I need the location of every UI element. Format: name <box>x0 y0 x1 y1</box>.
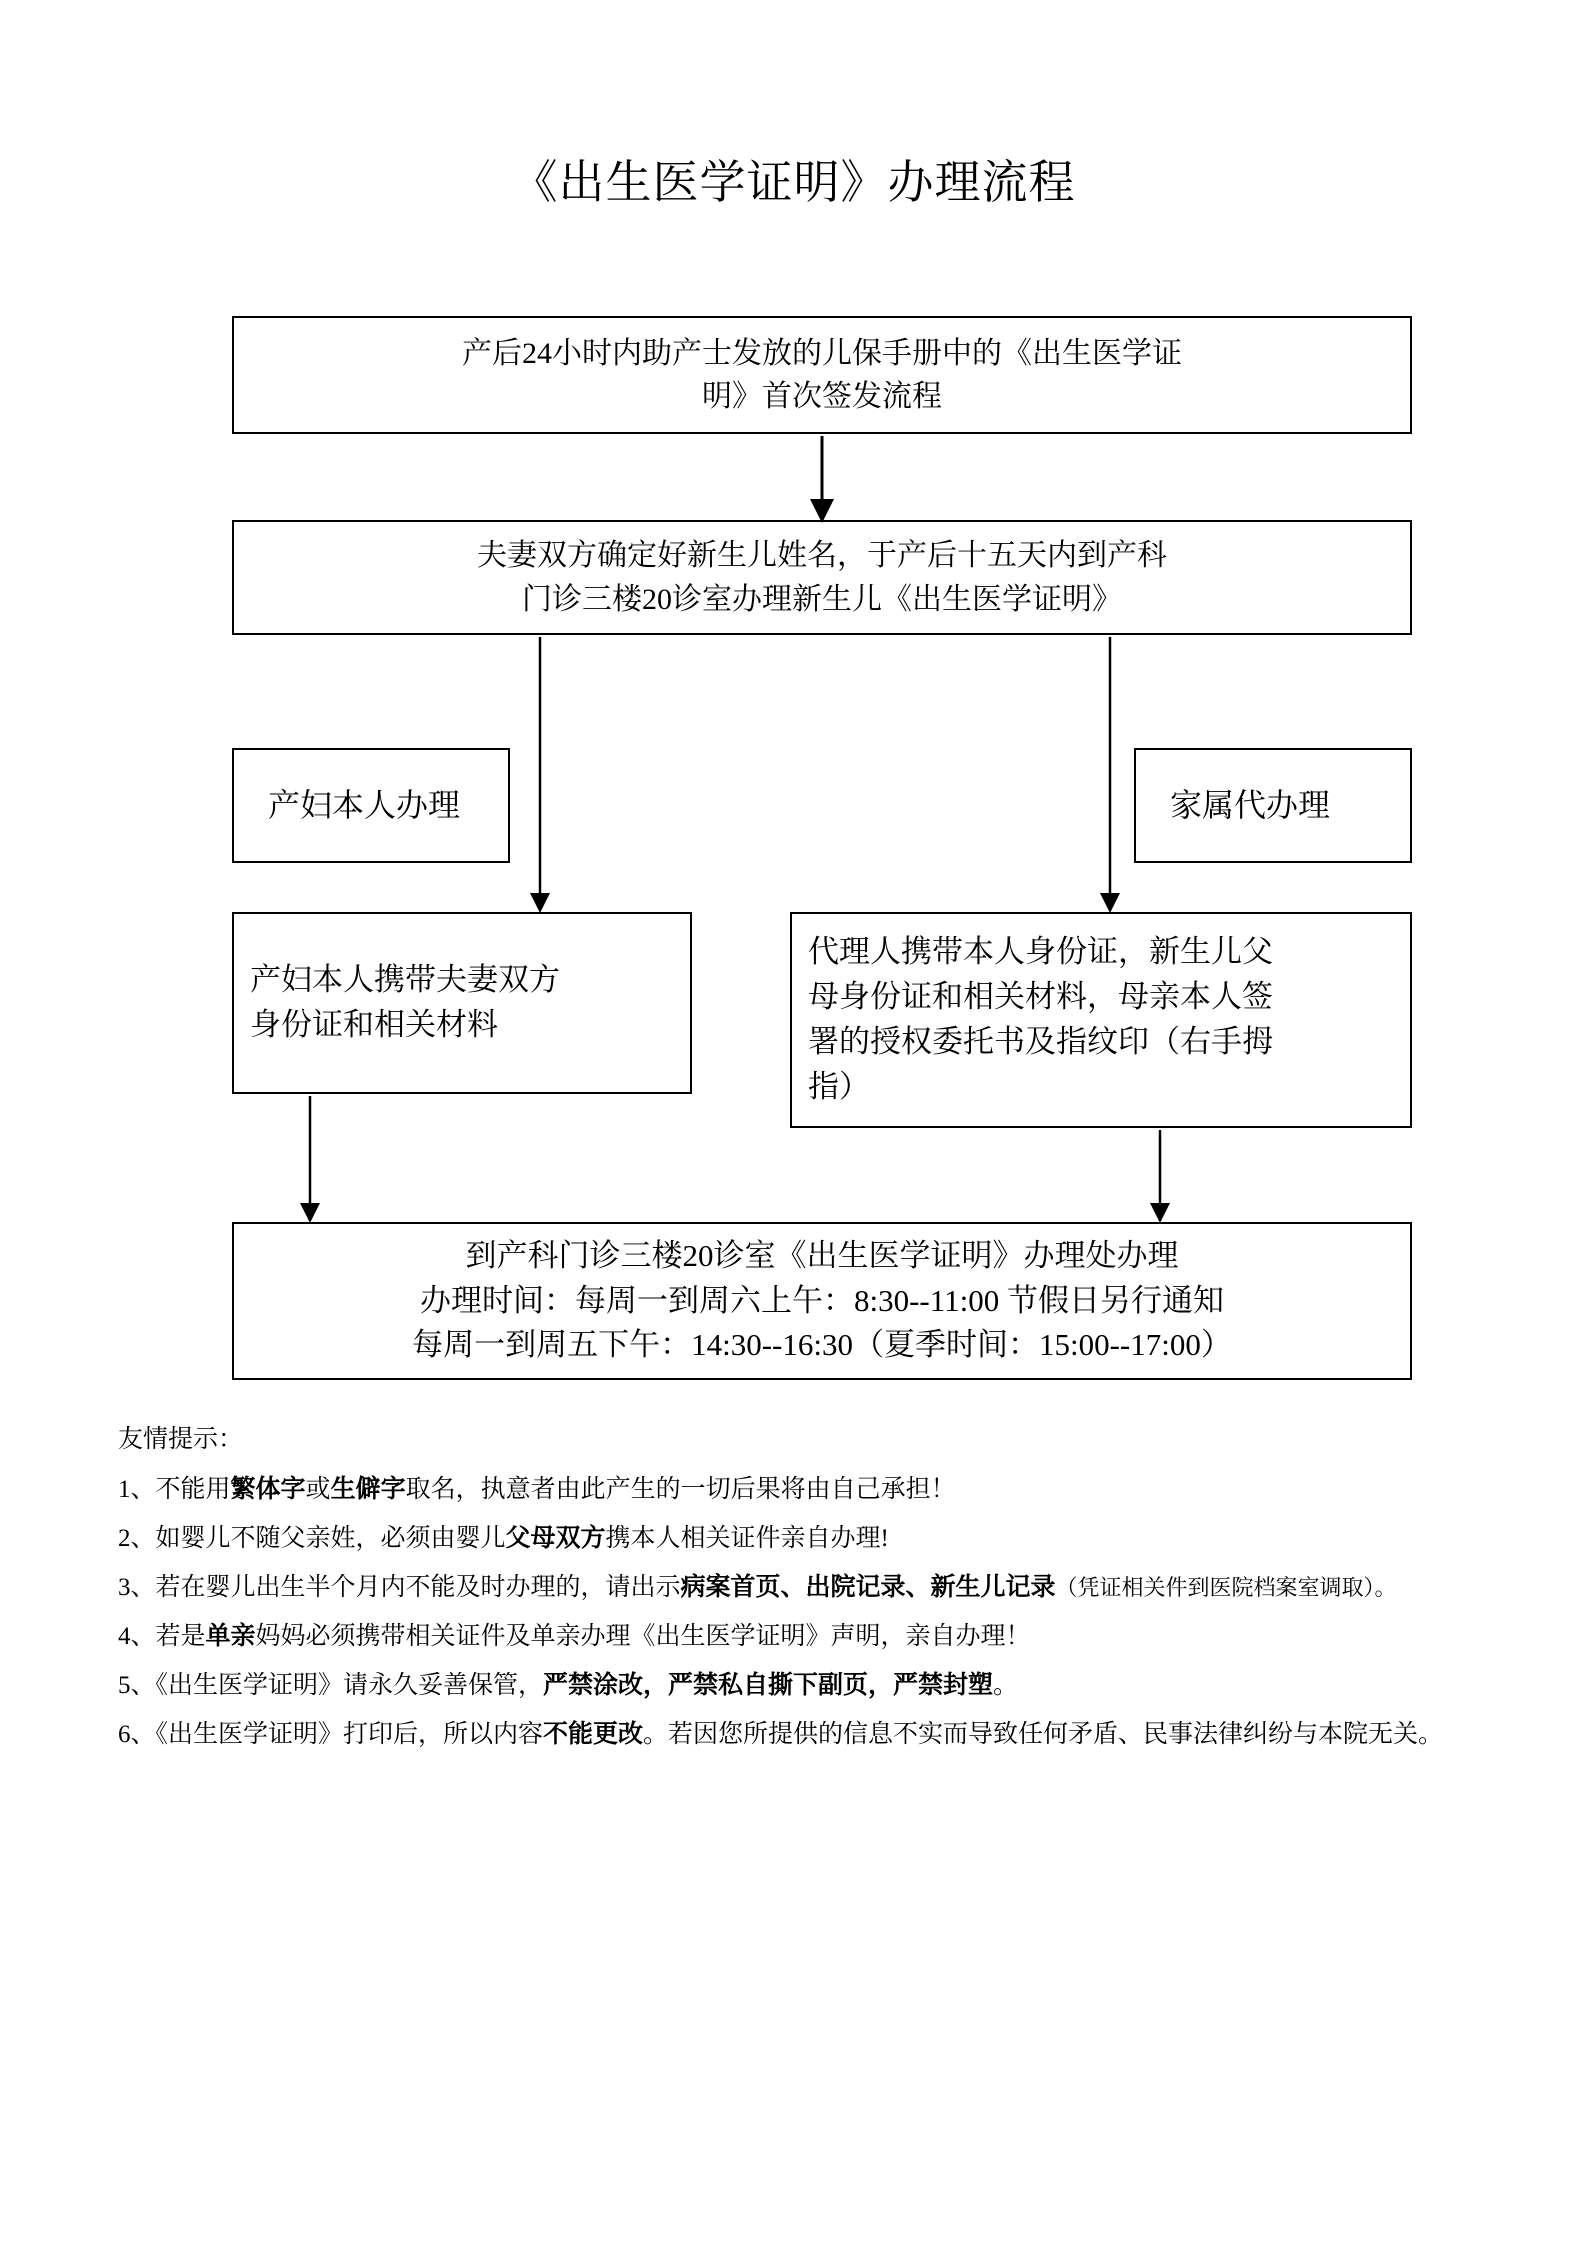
flow-box-final-line3: 每周一到周五下午：14:30--16:30（夏季时间：15:00--17:00） <box>412 1327 1232 1363</box>
note-item-text: （凭证相关件到医院档案室调取）。 <box>1055 1575 1397 1600</box>
flow-box-agent-documents-line3: 署的授权委托书及指纹印（右手拇 <box>808 1024 1273 1059</box>
flow-box-agent-documents-line2: 母身份证和相关材料，母亲本人签 <box>808 979 1273 1015</box>
flow-box-step1-line1: 产后24小时内助产士发放的儿保手册中的《出生医学证 <box>462 336 1182 370</box>
page-title: 《出生医学证明》办理流程 <box>511 157 1076 208</box>
note-item-text: 《出生医学证明》打印后，所以内容 <box>155 1721 544 1748</box>
note-item-number: 6、 <box>118 1721 156 1748</box>
note-item-text: 。若因您所提供的信息不实而导致任何矛盾、民事法律纠纷与本院无关。 <box>643 1721 1444 1748</box>
note-item <box>118 1719 1498 1751</box>
note-item-text: 不能用 <box>155 1476 231 1503</box>
note-item-text: 如婴儿不随父亲姓，必须由婴儿 <box>155 1525 506 1552</box>
notes-section <box>118 1424 1498 1768</box>
note-item-text: 取名，执意者由此产生的一切后果将由自己承担！ <box>405 1476 956 1503</box>
note-item-number: 1、 <box>118 1476 156 1503</box>
flow-box-self-label <box>232 748 510 863</box>
note-item-text: 不能更改 <box>543 1721 644 1748</box>
note-item-text: 若在婴儿出生半个月内不能及时办理的，请出示 <box>155 1574 681 1601</box>
note-item-text: 繁体字 <box>230 1476 306 1503</box>
note-item-text: 《出生医学证明》请永久妥善保管， <box>155 1672 544 1699</box>
flow-box-step2-line2: 门诊三楼20诊室办理新生儿《出生医学证明》 <box>522 582 1122 616</box>
note-item-number: 5、 <box>118 1672 156 1699</box>
note-item-number: 2、 <box>118 1525 156 1552</box>
note-item-text: 妈妈必须携带相关证件及单亲办理《出生医学证明》声明，亲自办理！ <box>255 1623 1031 1650</box>
flow-box-final <box>232 1222 1412 1380</box>
flow-box-family-label-line1: 家属代办理 <box>1170 787 1331 824</box>
note-item <box>118 1523 1498 1555</box>
note-item <box>118 1474 1498 1506</box>
flow-box-step2 <box>232 520 1412 635</box>
flow-box-agent-documents-line1: 代理人携带本人身份证，新生儿父 <box>808 934 1273 970</box>
note-item <box>118 1572 1498 1604</box>
note-item <box>118 1621 1498 1653</box>
note-item-text: 或 <box>305 1476 331 1503</box>
note-item-text: 严禁涂改，严禁私自撕下副页，严禁封塑 <box>543 1672 994 1699</box>
flow-box-self-documents-line2: 身份证和相关材料 <box>250 1007 498 1042</box>
note-item-text: 父母双方 <box>505 1525 606 1552</box>
notes-list <box>118 1474 1498 1751</box>
flow-box-step1-line2: 明》首次签发流程 <box>702 380 942 413</box>
flow-box-step1 <box>232 316 1412 434</box>
flow-box-agent-documents-line4: 指） <box>808 1068 870 1104</box>
note-item-text: 生僻字 <box>330 1476 406 1503</box>
note-item-text: 。 <box>993 1672 1019 1699</box>
flow-box-step2-line1: 夫妻双方确定好新生儿姓名，于产后十五天内到产科 <box>477 539 1167 572</box>
flow-box-self-documents <box>232 912 692 1094</box>
flow-box-self-label-line1: 产妇本人办理 <box>268 787 461 824</box>
note-item-text: 单亲 <box>205 1623 256 1650</box>
flow-box-agent-documents <box>790 912 1412 1128</box>
note-item-number: 4、 <box>118 1623 156 1650</box>
flow-box-self-documents-line1: 产妇本人携带夫妻双方 <box>250 962 560 998</box>
notes-heading: 友情提示： <box>118 1426 244 1453</box>
note-item-text: 携本人相关证件亲自办理! <box>605 1525 889 1552</box>
flow-box-final-line2: 办理时间：每周一到周六上午：8:30--11:00 节假日另行通知 <box>420 1282 1224 1318</box>
note-item-number: 3、 <box>118 1574 156 1601</box>
flow-box-family-label <box>1134 748 1412 863</box>
note-item-text: 病案首页、出院记录、新生儿记录 <box>680 1574 1056 1601</box>
flow-box-final-line1: 到产科门诊三楼20诊室《出生医学证明》办理处办理 <box>465 1237 1179 1273</box>
note-item <box>118 1670 1498 1702</box>
note-item-text: 若是 <box>155 1623 206 1650</box>
